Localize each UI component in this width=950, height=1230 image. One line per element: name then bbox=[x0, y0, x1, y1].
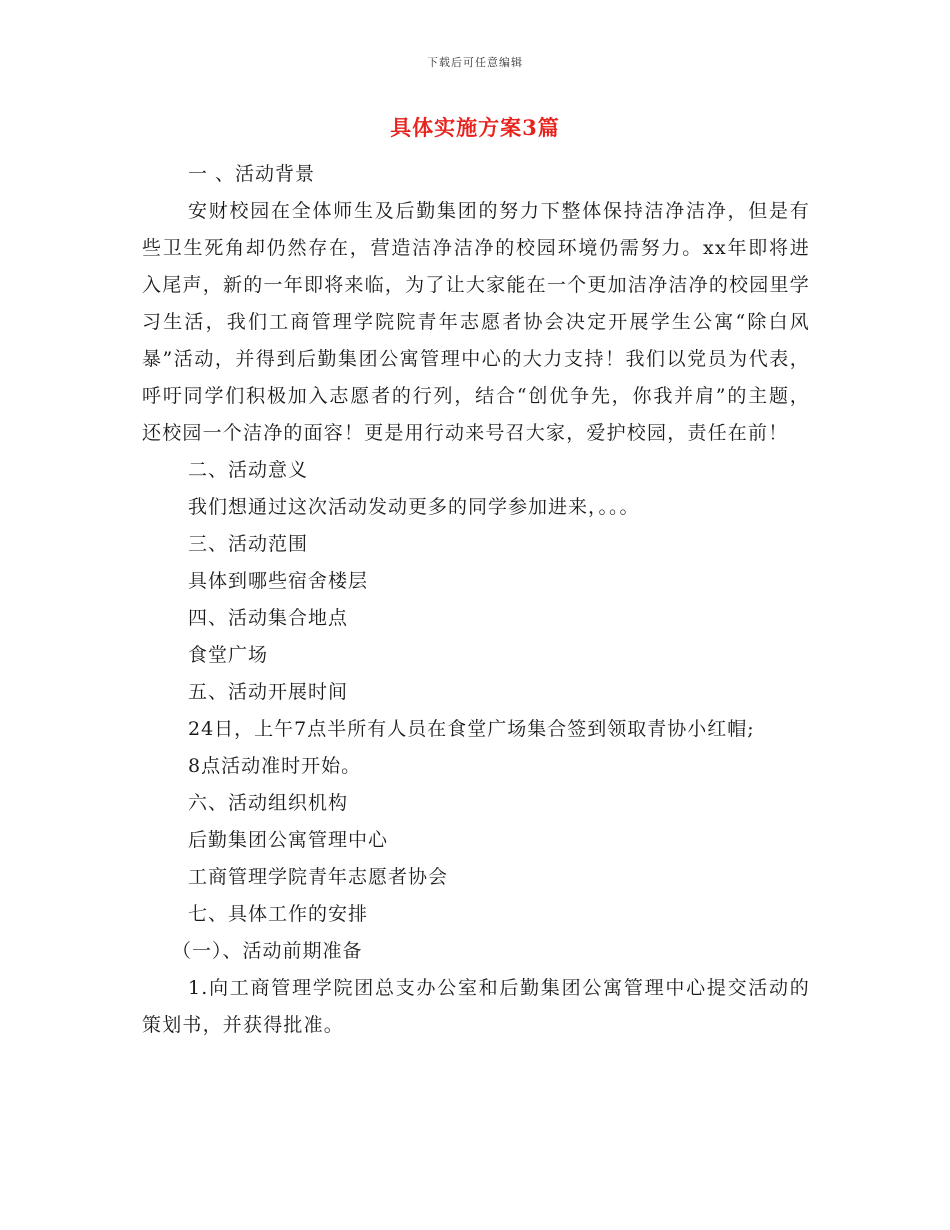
section-heading-time: 五、活动开展时间 bbox=[188, 681, 349, 703]
page-header-note: 下载后可任意编辑 bbox=[427, 56, 523, 69]
document-body bbox=[142, 156, 810, 1044]
section-heading-background: 一 、活动背景 bbox=[188, 163, 316, 185]
preparation-item: 1.向工商管理学院团总支办公室和后勤集团公寓管理中心提交活动的策划书，并获得批准。 bbox=[142, 977, 810, 1036]
meaning-paragraph: 我们想通过这次活动发动更多的同学参加进来，。。。 bbox=[188, 496, 640, 518]
scope-paragraph: 具体到哪些宿舍楼层 bbox=[188, 570, 369, 592]
section-heading-location: 四、活动集合地点 bbox=[188, 607, 349, 629]
background-paragraph: 安财校园在全体师生及后勤集团的努力下整体保持洁净洁净，但是有些卫生死角却仍然存在，营造洁净洁净的校园环境仍需努力。xx年即将进入尾声，新的一年即将来临，为了让大家能在一个更加洁净洁净的校园里学习生活，我们工商管理学院院青年志愿者协会决定开展学生公寓“除白风暴”活动，并得到后勤集团公寓管理中心的大力支持！我们以党员为代表，呼吁同学们积极加入志愿者的行列，结合“创优争先，你我并肩”的主题，还校园一个洁净的面容！更是用行动来号召大家，爱护校园，责任在前！ bbox=[142, 200, 810, 444]
subsection-heading-preparation: （一）、活动前期准备 bbox=[172, 940, 363, 962]
document-title: 具体实施方案3篇 bbox=[390, 115, 560, 140]
time-paragraph-line2: 8点活动准时开始。 bbox=[188, 755, 362, 777]
location-paragraph: 食堂广场 bbox=[188, 644, 269, 666]
section-heading-organization: 六、活动组织机构 bbox=[188, 792, 349, 814]
section-heading-meaning: 二、活动意义 bbox=[188, 459, 309, 481]
time-paragraph-line1: 24日，上午7点半所有人员在食堂广场集合签到领取青协小红帽; bbox=[188, 718, 755, 740]
section-heading-scope: 三、活动范围 bbox=[188, 533, 309, 555]
organization-item: 工商管理学院青年志愿者协会 bbox=[188, 866, 449, 888]
organization-item: 后勤集团公寓管理中心 bbox=[188, 829, 389, 851]
section-heading-work: 七、具体工作的安排 bbox=[188, 903, 369, 925]
